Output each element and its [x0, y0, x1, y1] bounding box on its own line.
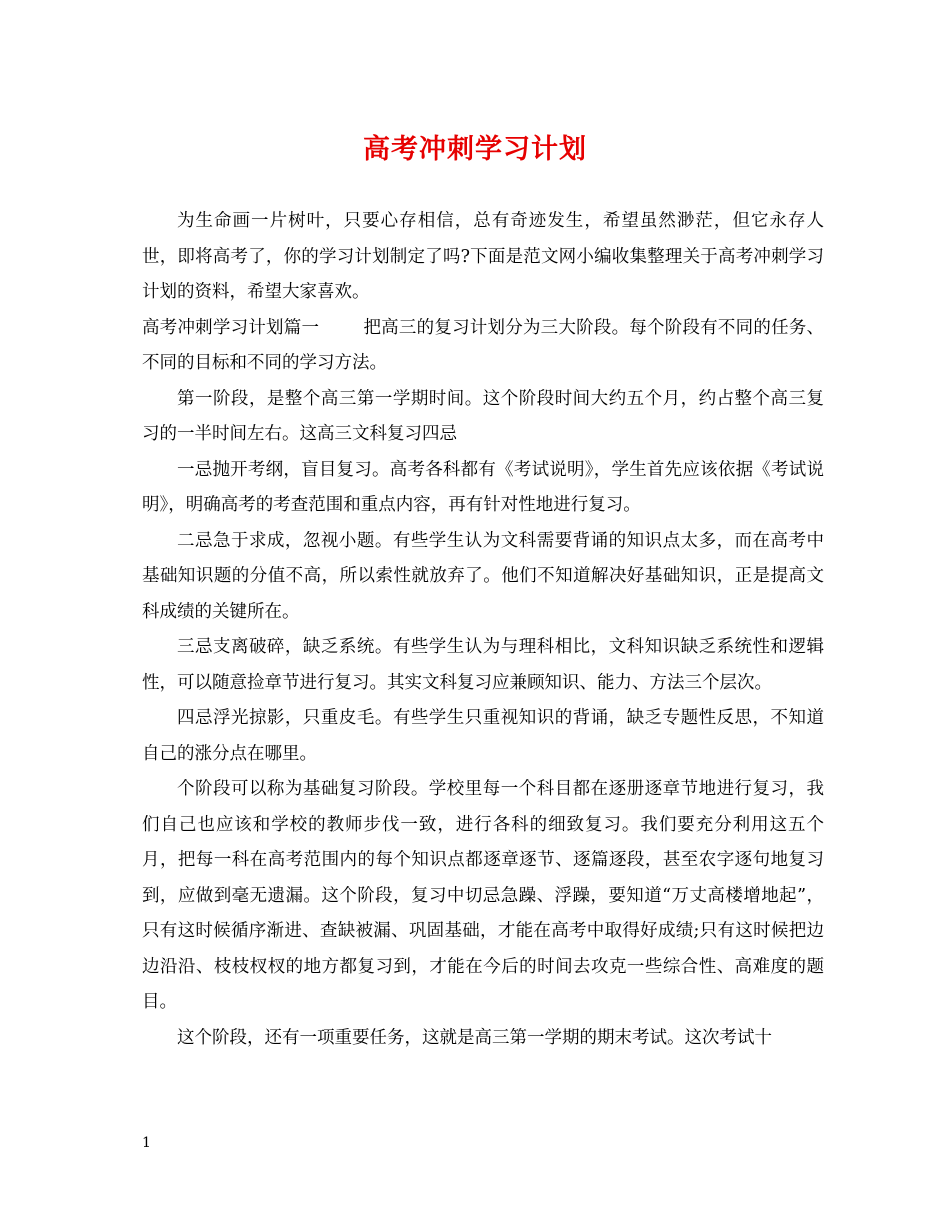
body-paragraph-taboo-one: 一忌抛开考纲，盲目复习。高考各科都有《考试说明》，学生首先应该依据《考试说明》，明确高考的考查范围和重点内容，再有针对性地进行复习。 [142, 459, 824, 515]
section-heading: 高考冲刺学习计划篇一 [142, 317, 320, 338]
section-paragraph [142, 311, 824, 382]
body-paragraph-final-exam: 这个阶段，还有一项重要任务，这就是高三第一学期的期末考试。这次考试十 [177, 1027, 772, 1048]
document-title: 高考冲刺学习计划 [363, 134, 587, 165]
body-paragraph-taboo-two: 二忌急于求成，忽视小题。有些学生认为文科需要背诵的知识点太多，而在高考中基础知识题的分值不高，所以索性就放弃了。他们不知道解决好基础知识，正是提高文科成绩的关键所在。 [142, 530, 824, 622]
body-paragraph-taboo-three: 三忌支离破碎，缺乏系统。有些学生认为与理科相比，文科知识缺乏系统性和逻辑性，可以随意捡章节进行复习。其实文科复习应兼顾知识、能力、方法三个层次。 [142, 637, 824, 693]
body-paragraph-taboo-four: 四忌浮光掠影，只重皮毛。有些学生只重视知识的背诵，缺乏专题性反思，不知道自己的涨分点在哪里。 [142, 708, 824, 764]
section-intro: 把高三的复习计划分为三大阶段。每个阶段有不同的任务、不同的目标和不同的学习方法。 [142, 317, 825, 373]
body-paragraph-basic-review: 个阶段可以称为基础复习阶段。学校里每一个科目都在逐册逐章节地进行复习，我们自己也应该和学校的教师步伐一致，进行各科的细致复习。我们要充分利用这五个月，把每一科在高考范围内的每个知识点都逐章逐节、逐篇逐段，甚至农字逐句地复习到，应做到毫无遗漏。这个阶段，复习中切忌急躁、浮躁，要知道“万丈高楼增地起”，只有这时候循序渐进、查缺被漏、巩固基础，才能在高考中取得好成绩;只有这时候把边边沿沿、枝枝杈杈的地方都复习到，才能在今后的时间去攻克一些综合性、高难度的题目。 [142, 779, 824, 1012]
document-body [142, 204, 824, 1056]
intro-paragraph: 为生命画一片树叶，只要心存相信，总有奇迹发生，希望虽然渺茫，但它永存人世，即将高考了，你的学习计划制定了吗?下面是范文网小编收集整理关于高考冲刺学习计划的资料，希望大家喜欢。 [142, 211, 824, 302]
page-number: 1 [142, 1135, 151, 1151]
body-paragraph-stage-one: 第一阶段，是整个高三第一学期时间。这个阶段时间大约五个月，约占整个高三复习的一半时间左右。这高三文科复习四忌 [142, 388, 824, 444]
